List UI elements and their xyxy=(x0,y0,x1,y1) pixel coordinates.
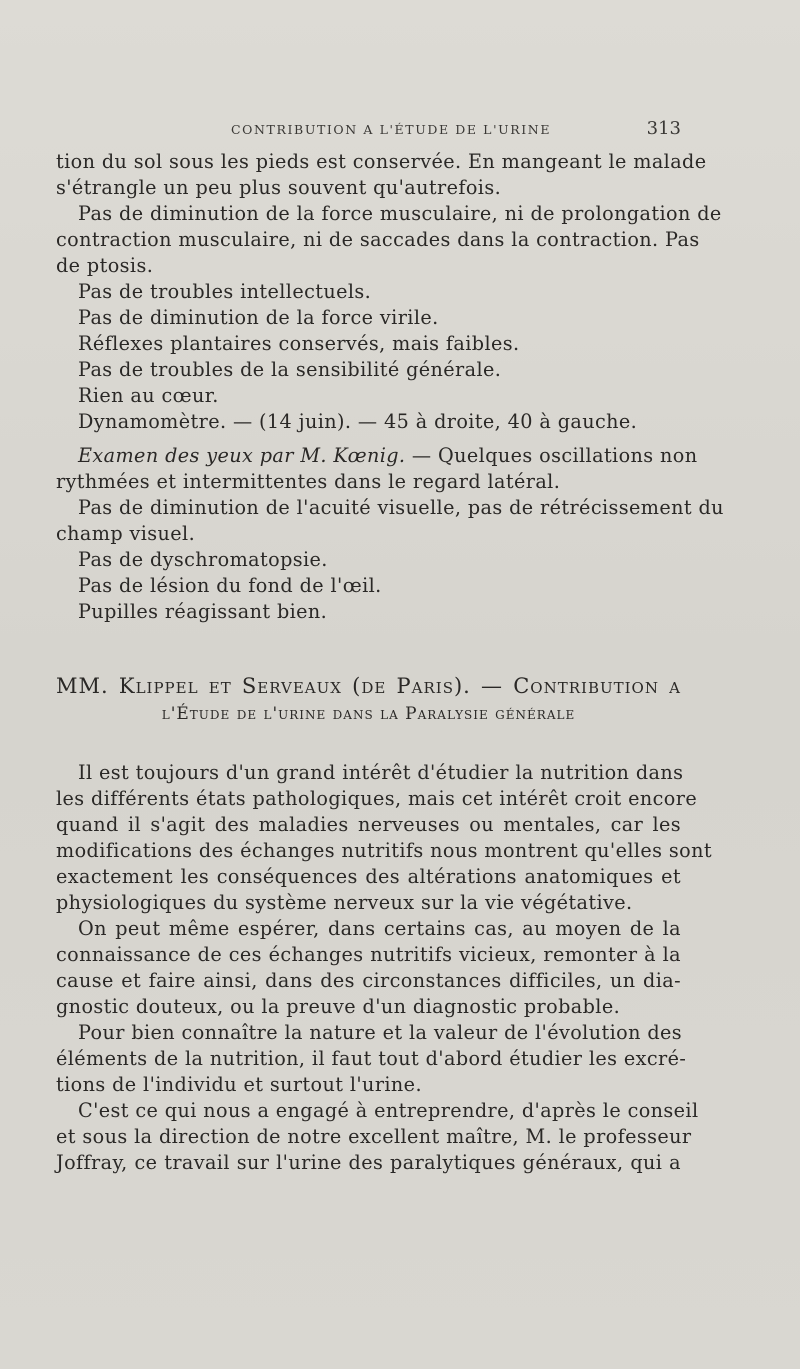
text-line: On peut même espérer, dans certains cas, au moyen de la xyxy=(78,917,681,940)
text-line: Pas de lésion du fond de l'œil. xyxy=(78,574,382,597)
text-line: physiologiques du système nerveux sur la vie végétative. xyxy=(56,891,633,914)
text-line: cause et faire ainsi, dans des circonstances difficiles, un dia- xyxy=(56,969,681,992)
eye-exam xyxy=(56,443,724,625)
running-head: CONTRIBUTION A L'ÉTUDE DE L'URINE xyxy=(231,122,552,137)
text-line: Pas de diminution de la force musculaire, ni de prolongation de xyxy=(78,202,722,225)
section-title-line: l'Étude de l'urine dans la Paralysie générale xyxy=(161,704,576,724)
text-line: Pour bien connaître la nature et la valeur de l'évolution des xyxy=(78,1021,683,1044)
text-line: C'est ce qui nous a engagé à entreprendre, d'après le conseil xyxy=(78,1099,699,1122)
text-line: s'étrangle un peu plus souvent qu'autrefois. xyxy=(56,176,502,199)
article-body xyxy=(56,760,712,1176)
text-line: Rien au cœur. xyxy=(78,384,219,407)
text-line: de ptosis. xyxy=(56,254,154,277)
text-line: gnostic douteux, ou la preuve d'un diagnostic probable. xyxy=(56,995,621,1018)
text-line: Pas de troubles de la sensibilité générale. xyxy=(78,358,502,381)
text-line: et sous la direction de notre excellent maître, M. le professeur xyxy=(56,1125,692,1148)
text-line: les différents états pathologiques, mais cet intérêt croit encore xyxy=(56,787,698,810)
section-title xyxy=(56,672,681,728)
text-line: Réflexes plantaires conservés, mais faibles. xyxy=(78,332,520,355)
text-line: contraction musculaire, ni de saccades dans la contraction. Pas xyxy=(56,228,700,251)
text-line: tion du sol sous les pieds est conservée. En mangeant le malade xyxy=(56,150,707,173)
text-line xyxy=(56,443,698,469)
eye-exam-text: — Quelques oscillations non xyxy=(405,444,698,467)
text-line: Joffray, ce travail sur l'urine des paralytiques généraux, qui a xyxy=(56,1151,681,1174)
text-line: tions de l'individu et surtout l'urine. xyxy=(56,1073,422,1096)
text-line: éléments de la nutrition, il faut tout d'abord étudier les excré- xyxy=(56,1047,687,1070)
text-line: connaissance de ces échanges nutritifs vicieux, remonter à la xyxy=(56,943,681,966)
text-line: champ visuel. xyxy=(56,522,196,545)
eye-exam-heading: Examen des yeux par M. Kœnig. xyxy=(78,444,406,467)
text-line: Pas de dyschromatopsie. xyxy=(78,548,328,571)
text-line: rythmées et intermittentes dans le regard latéral. xyxy=(56,470,561,493)
text-line: quand il s'agit des maladies nerveuses ou mentales, car les xyxy=(56,813,681,836)
page-header xyxy=(56,118,681,144)
text-line: Il est toujours d'un grand intérêt d'étudier la nutrition dans xyxy=(78,761,684,784)
text-line: modifications des échanges nutritifs nous montrent qu'elles sont xyxy=(56,839,712,862)
text-line: exactement les conséquences des altérations anatomiques et xyxy=(56,865,681,888)
section-title-line: MM. Klippel et Serveaux (de Paris). — Contribution a xyxy=(56,674,681,698)
text-line: Pas de diminution de la force virile. xyxy=(78,306,439,329)
text-line: Dynamomètre. — (14 juin). — 45 à droite, 40 à gauche. xyxy=(78,410,638,433)
text-line: Pupilles réagissant bien. xyxy=(78,600,328,623)
page-number: 313 xyxy=(646,118,681,139)
clinical-notes xyxy=(56,149,722,435)
text-line: Pas de diminution de l'acuité visuelle, pas de rétrécissement du xyxy=(78,496,724,519)
text-line: Pas de troubles intellectuels. xyxy=(78,280,372,303)
